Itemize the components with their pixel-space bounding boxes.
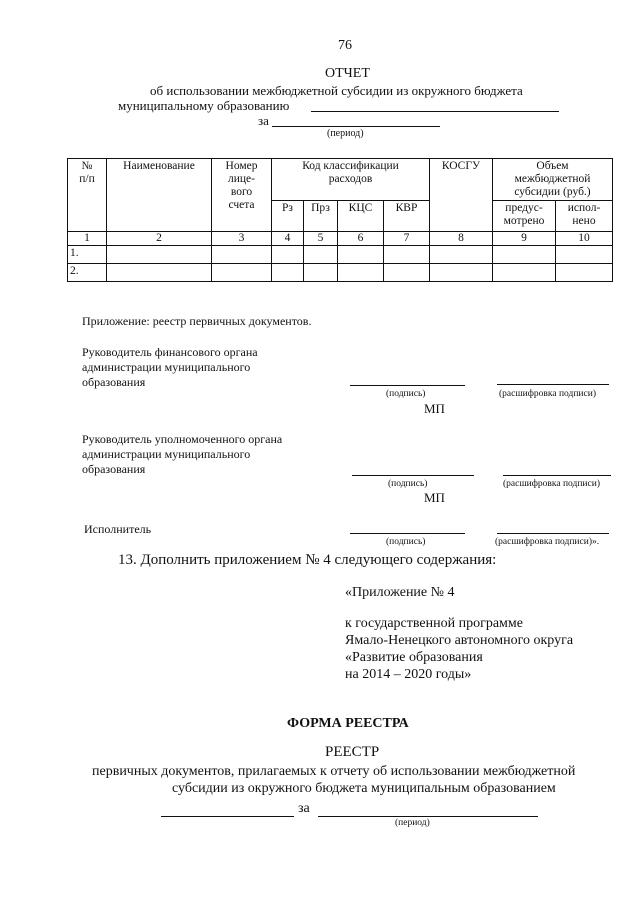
sign-caption-2: (подпись) <box>388 479 428 489</box>
header-planned: предус- мотрено <box>493 201 556 232</box>
attachment-note: Приложение: реестр первичных документов. <box>82 314 312 328</box>
table-row <box>68 264 613 282</box>
row-number: 2. <box>68 264 107 282</box>
page-number: 76 <box>338 38 352 53</box>
decode-caption-2: (расшифровка подписи) <box>503 479 600 489</box>
col-number: 8 <box>430 232 493 246</box>
report-line1: об использовании межбюджетной субсидии из окружного бюджета <box>150 83 523 98</box>
executor-sign-line <box>350 533 465 534</box>
executor-decode-line <box>497 533 609 534</box>
registry-line2: субсидии из окружного бюджета муниципальным образованием <box>172 781 556 796</box>
header-volume-group: Объем межбюджетной субсидии (руб.) <box>493 159 613 201</box>
executor-sign-caption: (подпись) <box>386 537 426 547</box>
stamp-2: МП <box>424 490 445 505</box>
registry-title: РЕЕСТР <box>325 744 380 760</box>
col-number: 3 <box>212 232 272 246</box>
signature-line-1 <box>350 385 465 386</box>
appendix-line: к государственной программе <box>345 616 523 631</box>
signature-line-2 <box>352 475 474 476</box>
signature-role-1: Руководитель финансового органа администрации муниципального образования <box>82 345 258 389</box>
registry-period-caption: (период) <box>395 818 430 828</box>
col-number: 5 <box>304 232 338 246</box>
row-number: 1. <box>68 246 107 264</box>
header-rz: Рз <box>272 201 304 232</box>
registry-period-line <box>318 816 538 817</box>
decode-line-2 <box>503 475 611 476</box>
registry-blank-line <box>161 816 294 817</box>
report-za: за <box>258 113 269 128</box>
header-kvr: КВР <box>384 201 430 232</box>
appendix-title: «Приложение № 4 <box>345 585 455 600</box>
header-kcs: КЦС <box>338 201 384 232</box>
item-13: 13. Дополнить приложением № 4 следующего содержания: <box>118 552 497 568</box>
table-row <box>68 246 613 264</box>
header-kosgu: КОСГУ <box>430 159 493 232</box>
col-number: 2 <box>107 232 212 246</box>
header-code-group: Код классификации расходов <box>272 159 430 201</box>
appendix-line: «Развитие образования <box>345 650 483 665</box>
period-caption: (период) <box>327 128 364 139</box>
sign-caption-1: (подпись) <box>386 389 426 399</box>
executor-role: Исполнитель <box>84 522 152 536</box>
registry-line1: первичных документов, прилагаемых к отчету об использовании межбюджетной <box>92 764 576 779</box>
decode-line-1 <box>497 384 609 385</box>
appendix-line: Ямало-Ненецкого автономного округа <box>345 633 574 648</box>
header-num: № п/п <box>68 159 107 232</box>
header-account: Номер лице- вого счета <box>212 159 272 232</box>
executor-decode-caption: (расшифровка подписи)». <box>495 537 600 547</box>
report-table <box>67 158 613 282</box>
col-number: 1 <box>68 232 107 246</box>
appendix-line: на 2014 – 2020 годы» <box>345 667 472 682</box>
col-number: 4 <box>272 232 304 246</box>
header-prz: Прз <box>304 201 338 232</box>
registry-za: за <box>298 801 310 816</box>
col-number: 6 <box>338 232 384 246</box>
col-number: 10 <box>556 232 613 246</box>
municipality-blank-line <box>311 111 559 112</box>
signature-role-2: Руководитель уполномоченного органа администрации муниципального образования <box>82 432 283 476</box>
form-title: ФОРМА РЕЕСТРА <box>287 716 409 731</box>
col-number: 7 <box>384 232 430 246</box>
decode-caption-1: (расшифровка подписи) <box>499 389 596 399</box>
report-line2: муниципальному образованию <box>118 98 290 113</box>
col-number: 9 <box>493 232 556 246</box>
period-blank-line <box>272 126 440 127</box>
header-executed: испол- нено <box>556 201 613 232</box>
report-title: ОТЧЕТ <box>325 66 370 81</box>
stamp-1: МП <box>424 401 445 416</box>
header-name: Наименование <box>107 159 212 232</box>
